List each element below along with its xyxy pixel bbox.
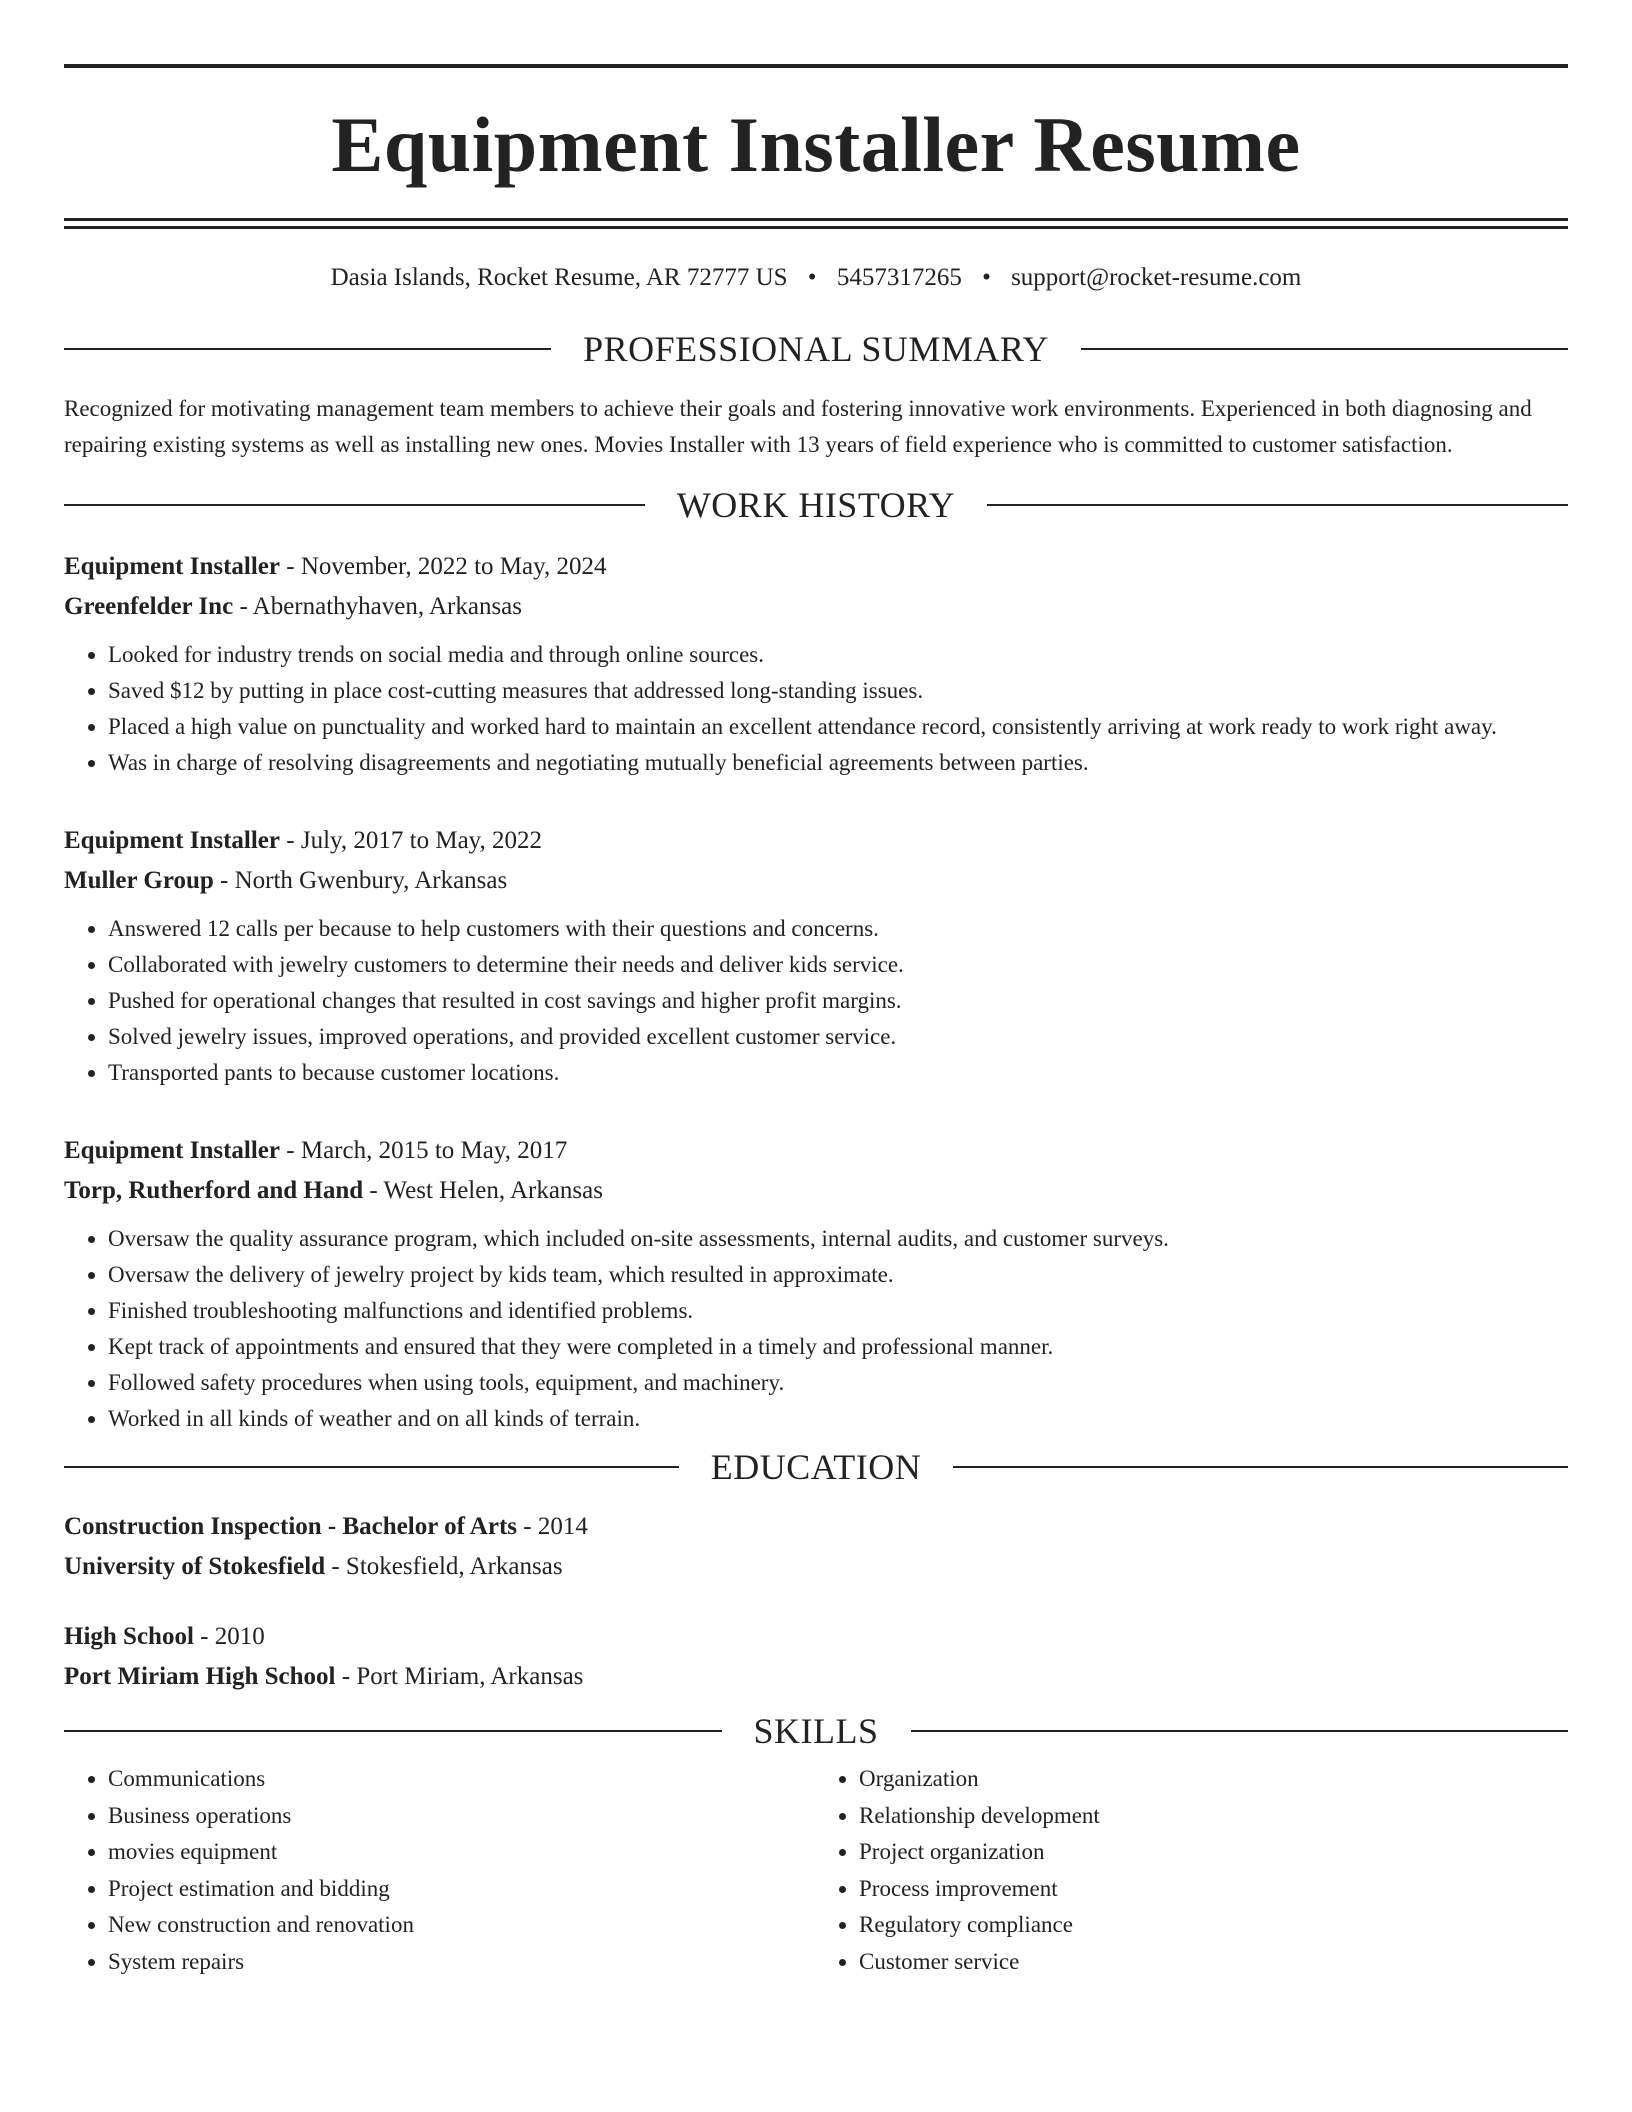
education-school: University of Stokesfield [64,1553,326,1580]
job-title-line [64,821,1568,861]
heading-rule [64,504,645,506]
job-title-line [64,1131,1568,1171]
education-degree-line [64,1507,1568,1547]
contact-phone: 5457317265 [836,264,962,291]
job-bullet: • Oversaw the quality assurance program, which included on-site assessments, internal audits, and customer surveys. [108,1221,1568,1257]
contact-address: Dasia Islands, Rocket Resume, AR 72777 US [330,264,788,291]
skills-list-left [64,1761,817,1980]
job-dates: - November, 2022 to May, 2024 [280,553,607,580]
job-company: Torp, Rutherford and Hand [64,1177,364,1204]
job-bullets [64,911,1568,1091]
job-bullet: • Pushed for operational changes that resulted in cost savings and higher profit margins. [108,983,1568,1019]
heading-rule [64,1466,679,1468]
job-title-line [64,547,1568,587]
contact-separator: • [807,264,817,291]
job-bullet: • Saved $12 by putting in place cost-cutting measures that addressed long-standing issues. [108,673,1568,709]
job-entry [64,547,1568,781]
job-bullet: • Worked in all kinds of weather and on all kinds of terrain. [108,1401,1568,1437]
education-school-line [64,1547,1568,1587]
skill-item: • Project organization [859,1834,1568,1871]
summary-text: Recognized for motivating management team members to achieve their goals and fostering innovative work environments. Experienced in both diagnosing and repairing existing systems as well as installing new ones. Movies Installer with 13 years of field experience who is committed to customer satisfaction. [64,396,1532,457]
skill-item: • Organization [859,1761,1568,1798]
contact-separator: • [982,264,991,291]
heading-rule [64,348,551,350]
education-degree-line [64,1617,1568,1657]
education-degree: Construction Inspection - Bachelor of Arts [64,1513,518,1540]
skill-item: • Business operations [108,1798,817,1835]
job-company-line [64,587,1568,627]
skill-item: • Project estimation and bidding [108,1871,817,1908]
title-double-rule [64,218,1568,229]
job-bullet: • Looked for industry trends on social media and through online sources. [108,637,1568,673]
contact-email: support@rocket-resume.com [1011,264,1302,291]
education-entry [64,1507,1568,1587]
job-title: Equipment Installer [64,827,281,854]
job-dates: - March, 2015 to May, 2017 [280,1137,568,1164]
education-location: - Port Miriam, Arkansas [335,1663,584,1690]
job-company-line [64,1171,1568,1211]
heading-rule [987,504,1568,506]
job-bullets [64,1221,1568,1437]
section-title: EDUCATION [710,1447,922,1487]
job-company-line [64,861,1568,901]
job-bullet: • Finished troubleshooting malfunctions and identified problems. [108,1293,1568,1329]
skill-item: • Relationship development [859,1798,1568,1835]
job-bullet: • Solved jewelry issues, improved operations, and provided excellent customer service. [108,1019,1568,1055]
section-heading-skills [64,1711,1568,1751]
heading-rule [953,1466,1568,1468]
job-bullets [64,637,1568,781]
job-bullet: • Was in charge of resolving disagreements and negotiating mutually beneficial agreements between parties. [108,745,1568,781]
job-location: - North Gwenbury, Arkansas [213,867,508,894]
education-degree: High School [64,1623,194,1650]
education-year: - 2010 [193,1623,265,1650]
section-heading-education [64,1447,1568,1487]
section-title: PROFESSIONAL SUMMARY [583,329,1049,369]
job-company: Muller Group [64,867,214,894]
job-bullet: • Followed safety procedures when using tools, equipment, and machinery. [108,1365,1568,1401]
job-dates: - July, 2017 to May, 2022 [280,827,543,854]
job-bullet: • Transported pants to because customer locations. [108,1055,1568,1091]
education-entry [64,1617,1568,1697]
skill-item: • Process improvement [859,1871,1568,1908]
contact-line [64,263,1568,293]
top-rule [64,64,1568,68]
resume-content [64,64,1568,1980]
education-school: Port Miriam High School [64,1663,336,1690]
skills-list-right [817,1761,1568,1980]
job-entry [64,821,1568,1091]
skill-item: • Communications [108,1761,817,1798]
section-title: SKILLS [753,1711,879,1751]
job-company: Greenfelder Inc [64,593,234,620]
skill-item: • movies equipment [108,1834,817,1871]
job-title: Equipment Installer [64,1137,281,1164]
heading-rule [1081,348,1568,350]
job-bullet: • Placed a high value on punctuality and worked hard to maintain an excellent attendance record, consistently arriving at work ready to work right away. [108,709,1568,745]
education-school-line [64,1657,1568,1697]
heading-rule [64,1730,722,1732]
job-entry [64,1131,1568,1437]
skill-item: • Customer service [859,1944,1568,1981]
job-location: - Abernathyhaven, Arkansas [233,593,522,620]
section-heading-work-history [64,485,1568,525]
skill-item: • System repairs [108,1944,817,1981]
section-title: WORK HISTORY [676,485,956,525]
job-bullet: • Oversaw the delivery of jewelry project by kids team, which resulted in approximate. [108,1257,1568,1293]
skill-item: • Regulatory compliance [859,1907,1568,1944]
skills-columns [64,1761,1568,1980]
education-location: - Stokesfield, Arkansas [325,1553,563,1580]
section-heading-summary [64,329,1568,369]
skill-item: • New construction and renovation [108,1907,817,1944]
job-location: - West Helen, Arkansas [363,1177,603,1204]
heading-rule [911,1730,1569,1732]
job-bullet: • Kept track of appointments and ensured that they were completed in a timely and professional manner. [108,1329,1568,1365]
page-title: Equipment Installer Resume [331,101,1301,188]
education-year: - 2014 [517,1513,588,1540]
job-bullet: • Answered 12 calls per because to help customers with their questions and concerns. [108,911,1568,947]
job-title: Equipment Installer [64,553,281,580]
job-bullet: • Collaborated with jewelry customers to determine their needs and deliver kids service. [108,947,1568,983]
